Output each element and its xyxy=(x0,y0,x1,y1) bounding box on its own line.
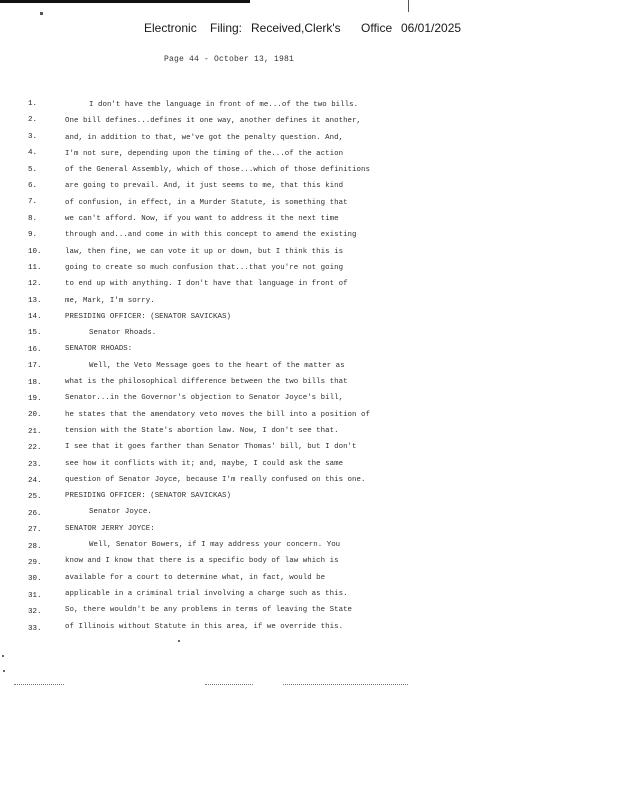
stamp-office: Office xyxy=(361,21,393,35)
transcript-line: So, there wouldn't be any problems in terms of leaving the State xyxy=(65,606,353,615)
transcript-line: applicable in a criminal trial involving a charge such as this. xyxy=(65,589,348,598)
transcript-line: Senator Rhoads. xyxy=(89,329,157,338)
stamp-electronic: Electronic xyxy=(144,21,197,35)
line-number: 7. xyxy=(28,198,38,207)
transcript-line: see how it conflicts with it; and, maybe, I could ask the same xyxy=(65,459,344,468)
scan-speck xyxy=(3,670,5,672)
transcript-body xyxy=(65,100,395,638)
transcript-line: Well, Senator Bowers, if I may address your concern. You xyxy=(89,541,341,550)
transcript-line: PRESIDING OFFICER: (SENATOR SAVICKAS) xyxy=(65,492,231,501)
line-number: 10. xyxy=(28,247,42,256)
line-number: 19. xyxy=(28,395,42,404)
scan-mark xyxy=(408,0,409,12)
transcript-line: available for a court to determine what, in fact, would be xyxy=(65,573,326,582)
transcript-line: know and I know that there is a specific body of law which is xyxy=(65,557,339,566)
page-header: Page 44 - October 13, 1981 xyxy=(164,55,295,64)
transcript-line: of confusion, in effect, in a Murder Statute, is something that xyxy=(65,198,348,207)
line-number: 31. xyxy=(28,591,42,600)
transcript-line: going to create so much confusion that...that you're not going xyxy=(65,263,344,272)
transcript-line: One bill defines...defines it one way, another defines it another, xyxy=(65,117,362,126)
line-number: 32. xyxy=(28,608,42,617)
line-number: 3. xyxy=(28,132,38,141)
footer-rule xyxy=(14,684,64,686)
scan-speck xyxy=(178,640,180,642)
filing-stamp xyxy=(0,21,618,37)
transcript-line: and, in addition to that, we've got the penalty question. And, xyxy=(65,133,344,142)
transcript-line: Well, the Veto Message goes to the heart of the matter as xyxy=(89,361,345,370)
transcript-line: I'm not sure, depending upon the timing of the...of the action xyxy=(65,149,344,158)
transcript-line: law, then fine, we can vote it up or down, but I think this is xyxy=(65,247,344,256)
line-number: 23. xyxy=(28,460,42,469)
transcript-line: me, Mark, I'm sorry. xyxy=(65,296,155,305)
stamp-received: Received,Clerk's xyxy=(251,21,341,35)
transcript-line: SENATOR RHOADS: xyxy=(65,345,133,354)
line-number: 15. xyxy=(28,329,42,338)
line-number: 12. xyxy=(28,280,42,289)
line-number: 33. xyxy=(28,624,42,633)
line-number: 24. xyxy=(28,476,42,485)
line-number: 16. xyxy=(28,345,42,354)
scan-speck xyxy=(2,655,4,657)
stamp-filing: Filing: xyxy=(210,21,243,35)
line-number: 17. xyxy=(28,362,42,371)
transcript-line: Senator...in the Governor's objection to Senator Joyce's bill, xyxy=(65,394,344,403)
line-number: 30. xyxy=(28,575,42,584)
line-number: 22. xyxy=(28,444,42,453)
transcript-line: SENATOR JERRY JOYCE: xyxy=(65,524,155,533)
line-number: 6. xyxy=(28,181,38,190)
line-number: 18. xyxy=(28,378,42,387)
transcript-line: I don't have the language in front of me...of the two bills. xyxy=(89,101,359,109)
transcript-line: what is the philosophical difference between the two bills that xyxy=(65,378,348,387)
line-number: 8. xyxy=(28,214,38,223)
line-number: 25. xyxy=(28,493,42,502)
footer-rule xyxy=(283,684,408,686)
line-number: 5. xyxy=(28,165,38,174)
transcript-line: we can't afford. Now, if you want to address it the next time xyxy=(65,215,339,224)
line-number: 28. xyxy=(28,542,42,551)
transcript-line: tension with the State's abortion law. Now, I don't see that. xyxy=(65,426,339,435)
scan-mark xyxy=(40,12,43,15)
line-number: 11. xyxy=(28,263,42,272)
line-number: 20. xyxy=(28,411,42,420)
line-number: 9. xyxy=(28,231,38,240)
transcript-line: to end up with anything. I don't have that language in front of xyxy=(65,280,348,289)
transcript-line: question of Senator Joyce, because I'm really confused on this one. xyxy=(65,475,366,484)
top-edge-bar xyxy=(0,0,250,3)
line-number: 14. xyxy=(28,313,42,322)
transcript-line: of the General Assembly, which of those...which of those definitions xyxy=(65,166,370,175)
line-number: 13. xyxy=(28,296,42,305)
line-number: 21. xyxy=(28,427,42,436)
transcript-line: of Illinois without Statute in this area, if we override this. xyxy=(65,622,344,631)
transcript-line: through and...and come in with this concept to amend the existing xyxy=(65,231,357,240)
transcript-line: he states that the amendatory veto moves the bill into a position of xyxy=(65,410,370,419)
line-number: 4. xyxy=(28,149,38,158)
line-number: 29. xyxy=(28,558,42,567)
transcript-line: PRESIDING OFFICER: (SENATOR SAVICKAS) xyxy=(65,312,231,321)
stamp-date: 06/01/2025 xyxy=(401,21,462,35)
line-number: 2. xyxy=(28,116,38,125)
transcript-line: I see that it goes farther than Senator Thomas' bill, but I don't xyxy=(65,443,357,452)
transcript-line: Senator Joyce. xyxy=(89,508,152,517)
line-number: 27. xyxy=(28,526,42,535)
line-number: 26. xyxy=(28,509,42,518)
transcript-line: are going to prevail. And, it just seems to me, that this kind xyxy=(65,182,344,191)
footer-rule xyxy=(205,684,253,686)
line-number-column xyxy=(28,98,52,639)
line-number: 1. xyxy=(28,100,38,108)
